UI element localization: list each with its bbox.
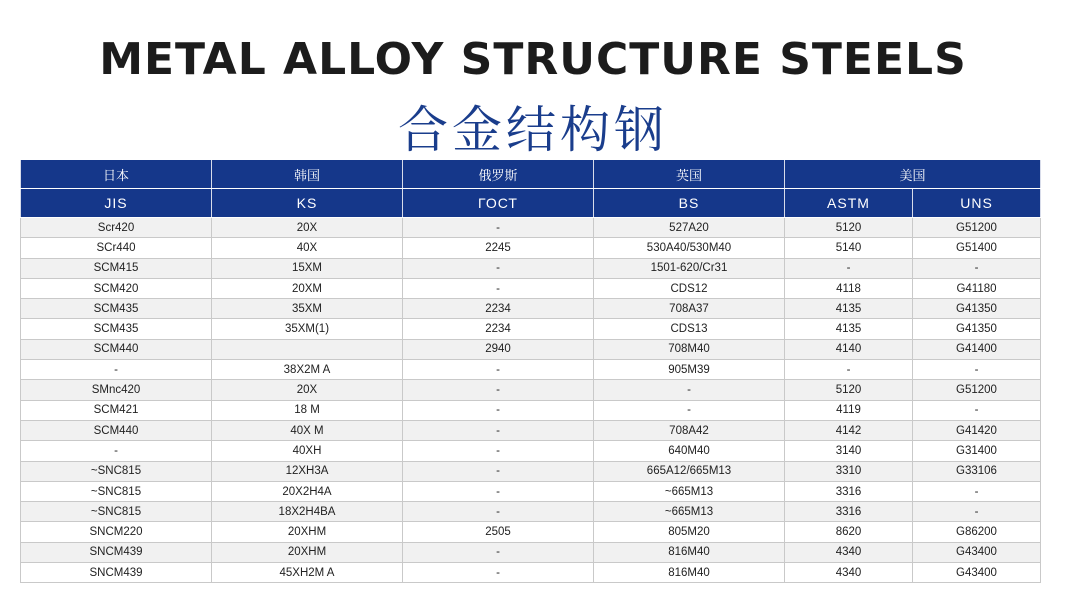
- table-row: [21, 238, 1041, 258]
- header-japan: 日本: [21, 160, 212, 189]
- table-row: [21, 502, 1041, 522]
- cell-ks: 20XHM: [212, 542, 403, 562]
- table-row: [21, 522, 1041, 542]
- header-usa: 美国: [785, 160, 1041, 189]
- cell-astm: 4340: [785, 563, 913, 583]
- cell-bs: 816M40: [594, 542, 785, 562]
- standard-header-row: [21, 189, 1041, 218]
- cell-uns: G41400: [913, 339, 1041, 359]
- cell-gost: -: [403, 258, 594, 278]
- cell-ks: 20XHM: [212, 522, 403, 542]
- cell-ks: 18 M: [212, 400, 403, 420]
- cell-ks: 40X M: [212, 420, 403, 440]
- country-header-row: [21, 160, 1041, 189]
- cell-jis: SCM435: [21, 299, 212, 319]
- cell-gost: 2940: [403, 339, 594, 359]
- cell-uns: G43400: [913, 563, 1041, 583]
- header-jis: JIS: [21, 189, 212, 218]
- cell-jis: SCM440: [21, 339, 212, 359]
- cell-astm: 8620: [785, 522, 913, 542]
- cell-uns: G31400: [913, 441, 1041, 461]
- cell-jis: ~SNC815: [21, 502, 212, 522]
- cell-gost: -: [403, 441, 594, 461]
- cell-gost: -: [403, 218, 594, 238]
- cell-jis: SMnc420: [21, 380, 212, 400]
- cell-gost: -: [403, 461, 594, 481]
- cell-ks: 20X: [212, 218, 403, 238]
- cell-astm: 4135: [785, 299, 913, 319]
- cell-gost: -: [403, 380, 594, 400]
- cell-gost: 2234: [403, 299, 594, 319]
- cell-bs: 708M40: [594, 339, 785, 359]
- cell-gost: 2505: [403, 522, 594, 542]
- cell-bs: 640M40: [594, 441, 785, 461]
- cell-uns: G33106: [913, 461, 1041, 481]
- cell-uns: G41420: [913, 420, 1041, 440]
- cell-astm: 4119: [785, 400, 913, 420]
- table-row: [21, 380, 1041, 400]
- table-row: [21, 563, 1041, 583]
- cell-gost: 2245: [403, 238, 594, 258]
- cell-bs: 1501-620/Cr31: [594, 258, 785, 278]
- table-row: [21, 319, 1041, 339]
- table-row: [21, 481, 1041, 501]
- cell-astm: 4340: [785, 542, 913, 562]
- header-russia: 俄罗斯: [403, 160, 594, 189]
- cell-bs: 665A12/665M13: [594, 461, 785, 481]
- cell-astm: 4135: [785, 319, 913, 339]
- cell-jis: SCM415: [21, 258, 212, 278]
- cell-ks: 15XM: [212, 258, 403, 278]
- cell-ks: 20X: [212, 380, 403, 400]
- cell-ks: 20X2H4A: [212, 481, 403, 501]
- cell-bs: 708A37: [594, 299, 785, 319]
- page-title: METAL ALLOY STRUCTURE STEELS: [99, 34, 967, 85]
- header-uk: 英国: [594, 160, 785, 189]
- cell-bs: 905M39: [594, 360, 785, 380]
- cell-uns: -: [913, 360, 1041, 380]
- table-row: [21, 461, 1041, 481]
- table-row: [21, 258, 1041, 278]
- cell-astm: -: [785, 258, 913, 278]
- cell-ks: 40X: [212, 238, 403, 258]
- cell-ks: 35XM: [212, 299, 403, 319]
- header-korea: 韩国: [212, 160, 403, 189]
- cell-gost: -: [403, 542, 594, 562]
- cell-ks: [212, 339, 403, 359]
- cell-bs: 708A42: [594, 420, 785, 440]
- cell-uns: G51400: [913, 238, 1041, 258]
- cell-astm: 3316: [785, 481, 913, 501]
- table-row: [21, 218, 1041, 238]
- steel-grade-table: [20, 160, 1041, 583]
- cell-jis: SCr440: [21, 238, 212, 258]
- cell-bs: -: [594, 380, 785, 400]
- cell-astm: 5120: [785, 218, 913, 238]
- table-row: [21, 278, 1041, 298]
- cell-gost: 2234: [403, 319, 594, 339]
- cell-uns: G41350: [913, 299, 1041, 319]
- cell-ks: 12XH3A: [212, 461, 403, 481]
- page-subtitle-cn: 合金结构钢: [398, 101, 668, 159]
- cell-jis: -: [21, 360, 212, 380]
- cell-ks: 45XH2M A: [212, 563, 403, 583]
- cell-jis: SCM421: [21, 400, 212, 420]
- header-gost: ГОСТ: [403, 189, 594, 218]
- cell-bs: 530A40/530M40: [594, 238, 785, 258]
- cell-ks: 18X2H4BA: [212, 502, 403, 522]
- cell-jis: ~SNC815: [21, 461, 212, 481]
- cell-bs: 527A20: [594, 218, 785, 238]
- cell-astm: 4142: [785, 420, 913, 440]
- cell-astm: 3140: [785, 441, 913, 461]
- cell-bs: ~665M13: [594, 481, 785, 501]
- table-row: [21, 542, 1041, 562]
- cell-jis: SCM435: [21, 319, 212, 339]
- header-astm: ASTM: [785, 189, 913, 218]
- cell-jis: SCM440: [21, 420, 212, 440]
- cell-ks: 40XH: [212, 441, 403, 461]
- cell-astm: -: [785, 360, 913, 380]
- header-uns: UNS: [913, 189, 1041, 218]
- cell-gost: -: [403, 278, 594, 298]
- cell-bs: ~665M13: [594, 502, 785, 522]
- cell-astm: 3310: [785, 461, 913, 481]
- cell-jis: SNCM220: [21, 522, 212, 542]
- cell-gost: -: [403, 563, 594, 583]
- cell-gost: -: [403, 360, 594, 380]
- cell-jis: -: [21, 441, 212, 461]
- cell-uns: G86200: [913, 522, 1041, 542]
- cell-bs: -: [594, 400, 785, 420]
- table-row: [21, 441, 1041, 461]
- cell-jis: ~SNC815: [21, 481, 212, 501]
- header-ks: KS: [212, 189, 403, 218]
- cell-uns: G43400: [913, 542, 1041, 562]
- cell-astm: 5140: [785, 238, 913, 258]
- cell-bs: 816M40: [594, 563, 785, 583]
- cell-uns: -: [913, 502, 1041, 522]
- cell-uns: -: [913, 481, 1041, 501]
- cell-astm: 5120: [785, 380, 913, 400]
- cell-ks: 35XM(1): [212, 319, 403, 339]
- cell-bs: CDS13: [594, 319, 785, 339]
- table-row: [21, 420, 1041, 440]
- cell-gost: -: [403, 420, 594, 440]
- cell-uns: G51200: [913, 380, 1041, 400]
- table-body: [21, 218, 1041, 583]
- cell-uns: -: [913, 400, 1041, 420]
- header-bs: BS: [594, 189, 785, 218]
- cell-ks: 20XM: [212, 278, 403, 298]
- cell-gost: -: [403, 481, 594, 501]
- table-row: [21, 360, 1041, 380]
- cell-uns: -: [913, 258, 1041, 278]
- table-row: [21, 339, 1041, 359]
- cell-uns: G41350: [913, 319, 1041, 339]
- cell-jis: SNCM439: [21, 542, 212, 562]
- cell-uns: G51200: [913, 218, 1041, 238]
- cell-astm: 4140: [785, 339, 913, 359]
- cell-jis: SCM420: [21, 278, 212, 298]
- cell-gost: -: [403, 400, 594, 420]
- cell-bs: 805M20: [594, 522, 785, 542]
- cell-uns: G41180: [913, 278, 1041, 298]
- cell-jis: Scr420: [21, 218, 212, 238]
- cell-jis: SNCM439: [21, 563, 212, 583]
- table-header: [21, 160, 1041, 218]
- cell-astm: 3316: [785, 502, 913, 522]
- cell-gost: -: [403, 502, 594, 522]
- cell-bs: CDS12: [594, 278, 785, 298]
- cell-ks: 38X2M A: [212, 360, 403, 380]
- cell-astm: 4118: [785, 278, 913, 298]
- table-row: [21, 400, 1041, 420]
- table-row: [21, 299, 1041, 319]
